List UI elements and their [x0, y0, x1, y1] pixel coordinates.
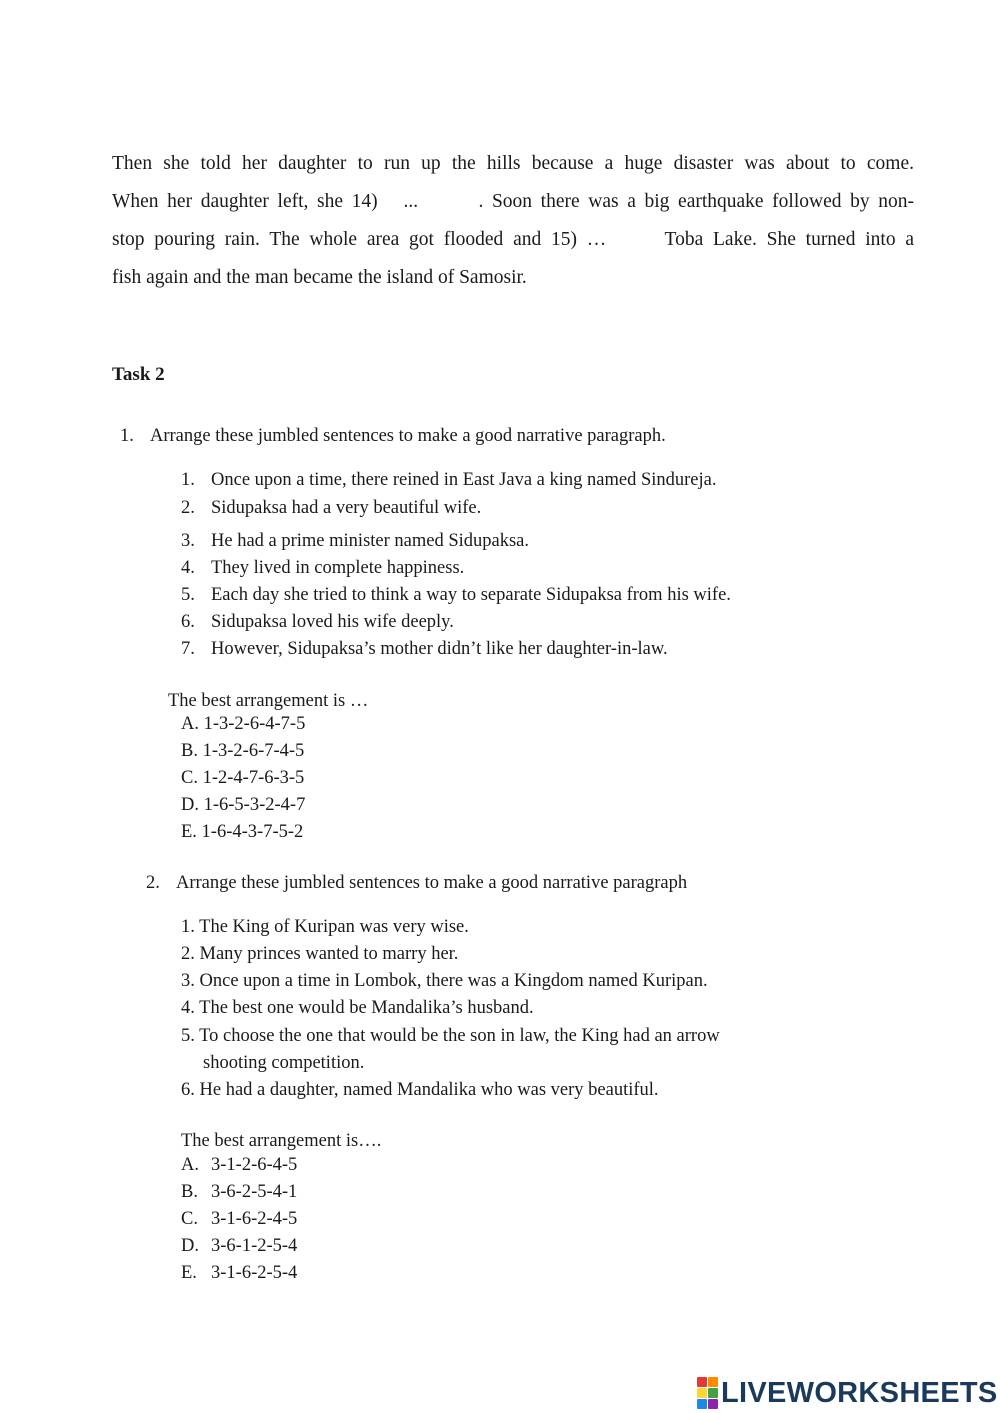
- answer-option-d[interactable]: D. 3-6-1-2-5-4: [181, 1236, 298, 1256]
- story-line: fish again and the man became the island of Samosir.: [112, 267, 527, 288]
- list-item: 1. The King of Kuripan was very wise.: [181, 917, 469, 937]
- best-arrangement-label: The best arrangement is …: [168, 691, 369, 711]
- answer-option-d[interactable]: D. 1-6-5-3-2-4-7: [181, 795, 306, 815]
- question-2-prompt: [146, 873, 687, 894]
- logo-block: [697, 1377, 707, 1387]
- list-item: 3. He had a prime minister named Sidupaksa.: [181, 531, 530, 551]
- answer-option-b[interactable]: B. 3-6-2-5-4-1: [181, 1182, 298, 1202]
- story-line: Then she told her daughter to run up the hills because a huge disaster was about to come.: [112, 153, 914, 174]
- list-item: 5. To choose the one that would be the son in law, the King had an arrow: [181, 1026, 720, 1046]
- logo-block: [697, 1388, 707, 1398]
- question-number: 1.: [120, 426, 134, 446]
- question-number: 2.: [146, 873, 160, 893]
- logo-block: [708, 1399, 718, 1409]
- logo-blocks-icon: [697, 1377, 718, 1409]
- answer-option-a[interactable]: A. 1-3-2-6-4-7-5: [181, 714, 306, 734]
- question-text: Arrange these jumbled sentences to make a good narrative paragraph.: [150, 426, 666, 446]
- list-item: 2. Sidupaksa had a very beautiful wife.: [181, 498, 482, 518]
- answer-option-b[interactable]: B. 1-3-2-6-7-4-5: [181, 741, 305, 761]
- list-item: 4. They lived in complete happiness.: [181, 558, 465, 578]
- list-item: 6. Sidupaksa loved his wife deeply.: [181, 612, 454, 632]
- list-item: 7. However, Sidupaksa’s mother didn’t like her daughter-in-law.: [181, 639, 668, 659]
- story-line: When her daughter left, she 14) ... . Soon there was a big earthquake followed by non-: [112, 191, 914, 212]
- liveworksheets-logo[interactable]: [697, 1376, 998, 1410]
- list-item: 5. Each day she tried to think a way to separate Sidupaksa from his wife.: [181, 585, 731, 605]
- logo-block: [708, 1377, 718, 1387]
- logo-text: LIVEWORKSHEETS: [721, 1376, 998, 1409]
- logo-block: [708, 1388, 718, 1398]
- logo-block: [697, 1399, 707, 1409]
- question-text: Arrange these jumbled sentences to make a good narrative paragraph: [176, 873, 688, 893]
- answer-option-e[interactable]: E. 1-6-4-3-7-5-2: [181, 822, 304, 842]
- best-arrangement-label: The best arrangement is….: [181, 1131, 382, 1151]
- answer-option-a[interactable]: A. 3-1-2-6-4-5: [181, 1155, 298, 1175]
- answer-option-c[interactable]: C. 3-1-6-2-4-5: [181, 1209, 298, 1229]
- list-item: 1. Once upon a time, there reined in East Java a king named Sindureja.: [181, 470, 717, 490]
- story-line: stop pouring rain. The whole area got flooded and 15) … Toba Lake. She turned into a: [112, 229, 914, 250]
- answer-option-c[interactable]: C. 1-2-4-7-6-3-5: [181, 768, 305, 788]
- list-item: 6. He had a daughter, named Mandalika who was very beautiful.: [181, 1080, 659, 1100]
- list-item: 3. Once upon a time in Lombok, there was a Kingdom named Kuripan.: [181, 971, 708, 991]
- story-paragraph: [112, 145, 914, 297]
- answer-option-e[interactable]: E. 3-1-6-2-5-4: [181, 1263, 298, 1283]
- question-1-prompt: [120, 426, 666, 447]
- list-item: 2. Many princes wanted to marry her.: [181, 944, 459, 964]
- task-title: Task 2: [112, 364, 165, 385]
- list-item-continuation: shooting competition.: [203, 1053, 365, 1073]
- list-item: 4. The best one would be Mandalika’s husband.: [181, 998, 534, 1018]
